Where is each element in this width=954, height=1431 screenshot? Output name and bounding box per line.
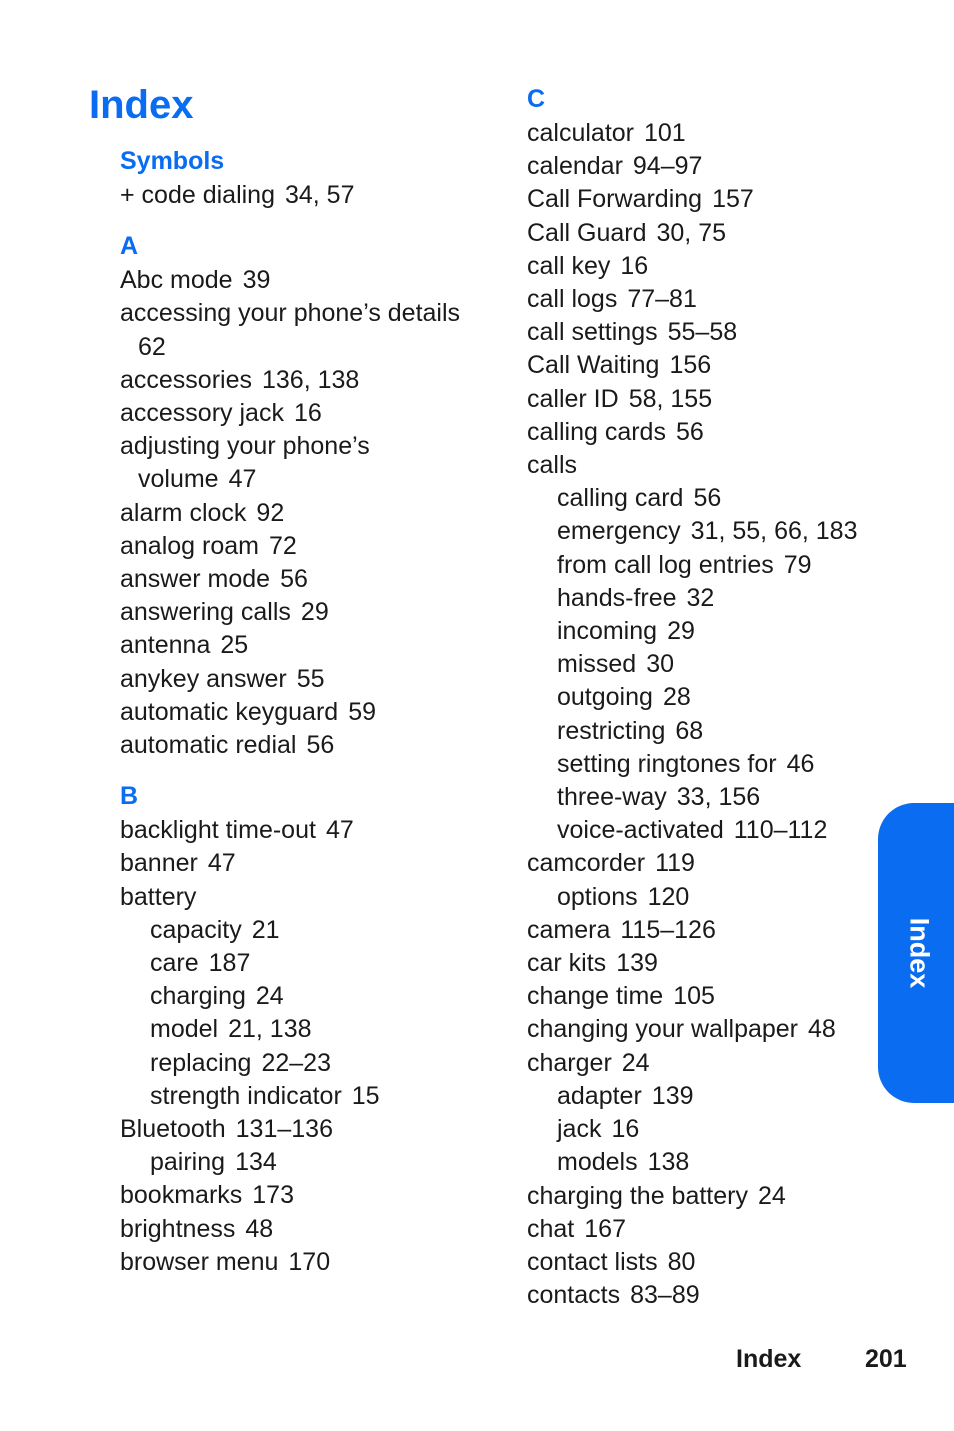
index-subentry [527,748,887,781]
index-subentry [527,482,887,515]
index-subentry [527,681,887,714]
entry-pages: 83–89 [630,1281,700,1310]
entry-term: camcorder [527,849,646,878]
entry-pages: 21 [251,915,280,944]
entry-term: antenna [120,631,211,660]
entry-pages: 47 [325,816,354,845]
index-entry [527,150,887,183]
index-entry [120,881,500,914]
index-subentry [120,1146,500,1179]
index-entry [120,563,500,596]
index-entry [120,497,500,530]
entry-term: Call Forwarding [527,185,703,214]
entry-term: hands-free [557,583,677,612]
entry-pages: 72 [268,531,297,560]
index-entry [527,1047,887,1080]
entry-pages: 21, 138 [228,1015,312,1044]
entry-pages: 77–81 [627,285,697,314]
entry-pages: 110–112 [733,816,828,845]
entry-term: answer mode [120,565,271,594]
entry-term: accessories [120,365,252,394]
entry-pages: 16 [611,1115,640,1144]
index-subentry [527,814,887,847]
entry-pages: 24 [255,982,284,1011]
page-number: 201 [865,1345,907,1373]
entry-term: missed [557,650,637,679]
entry-pages: 32 [686,583,715,612]
entry-term: models [557,1148,638,1177]
index-entry [120,530,500,563]
entry-pages: 115–126 [620,915,716,944]
index-subentry [527,648,887,681]
entry-pages: 56 [306,731,335,760]
index-entry [527,283,887,316]
entry-term: three-way [557,783,667,812]
entry-term: model [150,1015,219,1044]
entry-term: options [557,882,638,911]
entry-pages: 30, 75 [656,218,727,247]
index-entry [527,183,887,216]
entry-pages: 167 [584,1214,626,1243]
index-entry [120,847,500,880]
entry-term: answering calls [120,598,291,627]
entry-pages: 79 [783,550,812,579]
entry-pages: 16 [620,251,649,280]
entry-pages: 80 [667,1247,696,1276]
entry-pages: 55–58 [667,318,738,347]
entry-term: automatic keyguard [120,697,339,726]
index-subentry [527,715,887,748]
entry-pages: 138 [647,1148,690,1177]
footer-section-label: Index [736,1345,802,1373]
entry-pages: 15 [351,1081,380,1110]
entry-pages: 101 [644,119,686,147]
index-entry [527,349,887,382]
index-entry [527,1213,887,1246]
entry-pages: 119 [655,849,695,878]
entry-pages: 134 [235,1148,277,1177]
index-subentry [527,1080,887,1113]
index-entry [527,217,887,250]
index-entry [120,364,500,397]
index-subentry [527,781,887,814]
index-entry [120,1113,500,1146]
entry-term: calling cards [527,417,666,446]
entry-pages: 29 [300,598,329,627]
index-subentry [527,1146,887,1179]
index-subentry [527,549,887,582]
entry-term: accessory jack [120,399,284,428]
entry-pages: 29 [667,617,695,646]
entry-pages: 105 [673,982,715,1011]
entry-pages: 33, 156 [676,783,761,812]
entry-pages: 48 [245,1214,274,1243]
entry-pages: 28 [662,683,691,712]
index-entry [120,297,500,330]
index-subentry [527,881,887,914]
entry-pages: 120 [647,882,690,911]
entry-pages: 56 [675,417,704,446]
entry-term: alarm clock [120,498,247,527]
entry-term: banner [120,849,198,878]
index-subentry [527,615,887,648]
index-entry [120,814,500,847]
index-entry [527,316,887,349]
index-entry [527,980,887,1013]
entry-term: Call Waiting [527,351,660,380]
entry-term: anykey answer [120,664,287,693]
entry-term: outgoing [557,683,653,712]
section-heading: Symbols [120,147,225,175]
entry-term: battery [120,882,197,911]
index-subentry [120,914,500,947]
entry-term: Abc mode [120,266,233,295]
index-entry [120,1246,500,1279]
entry-term: from call log entries [557,550,774,579]
entry-pages: 157 [712,185,754,214]
entry-pages: 55 [296,664,325,693]
entry-pages: 139 [651,1081,694,1110]
entry-pages: 139 [616,949,658,978]
index-entry [120,397,500,430]
entry-pages: 62 [138,332,166,361]
index-subentry [120,1013,500,1046]
index-subentry [527,515,887,548]
entry-pages: 22–23 [261,1048,331,1077]
index-entry [120,729,500,762]
entry-term: brightness [120,1214,236,1243]
entry-pages: 47 [228,465,257,494]
entry-term: backlight time-out [120,816,316,845]
entry-term: voice-activated [557,816,724,845]
entry-pages: 131–136 [235,1115,333,1144]
entry-pages: 24 [757,1181,786,1210]
index-entry [527,1013,887,1046]
entry-pages: 25 [220,631,249,660]
index-entry [120,663,500,696]
entry-term: pairing [150,1148,226,1177]
entry-term: charger [527,1048,612,1077]
entry-term: changing your wallpaper [527,1015,799,1044]
index-entry [527,383,887,416]
entry-pages: 136, 138 [262,365,360,394]
entry-pages: 156 [669,351,712,380]
entry-term: jack [557,1115,602,1144]
entry-term: restricting [557,716,666,745]
index-entry [120,264,500,297]
entry-pages: 173 [252,1181,294,1210]
index-entry [527,1246,887,1279]
index-subentry [120,947,500,980]
entry-term: change time [527,982,664,1011]
index-column-left [120,144,500,1279]
entry-pages: 68 [675,716,704,745]
index-entry [120,629,500,662]
index-entry [120,430,500,463]
index-entry [527,250,887,283]
entry-term: capacity [150,915,242,944]
entry-term: emergency [557,517,681,546]
entry-pages: 48 [808,1015,836,1044]
entry-pages: 187 [208,949,251,978]
index-entry [527,1279,887,1312]
entry-term: charging the battery [527,1181,748,1210]
entry-term: call key [527,251,611,280]
entry-pages: 94–97 [632,152,703,181]
entry-term: calling card [557,484,684,513]
index-entry [120,1213,500,1246]
index-column-right [527,82,887,1312]
entry-pages: 16 [293,399,322,428]
index-subentry [527,582,887,615]
index-entry [120,696,500,729]
side-tab-label: Index [904,917,935,989]
entry-pages: 34, 57 [284,181,355,209]
entry-term: bookmarks [120,1181,243,1210]
index-entry [527,947,887,980]
entry-pages: 39 [242,266,271,295]
entry-term: chat [527,1214,575,1243]
entry-term: adjusting your phone’s [120,432,370,461]
entry-term: contacts [527,1281,621,1310]
index-entry-continuation [120,463,500,496]
entry-term: browser menu [120,1247,279,1276]
entry-term: adapter [557,1081,642,1110]
index-entry [527,449,887,482]
entry-term: calls [527,451,578,480]
entry-term: calculator [527,119,634,147]
entry-term: camera [527,915,611,944]
entry-pages: 24 [621,1048,650,1077]
entry-pages: 46 [786,749,815,778]
entry-term: caller ID [527,384,619,413]
entry-term: Call Guard [527,218,647,247]
entry-term: calendar [527,152,623,181]
entry-term: charging [150,982,246,1011]
entry-pages: 56 [280,565,308,594]
index-subentry [527,1113,887,1146]
entry-pages: 170 [288,1247,331,1276]
index-subentry [120,1047,500,1080]
index-entry [120,179,500,212]
index-subentry [120,980,500,1013]
entry-term: care [150,949,199,978]
entry-pages: 31, 55, 66, 183 [690,517,858,546]
entry-term: Bluetooth [120,1115,226,1144]
entry-pages: 47 [207,849,236,878]
index-entry [527,416,887,449]
index-entry [527,847,887,880]
section-heading: A [120,232,139,261]
index-entry [527,1180,887,1213]
entry-pages: 56 [693,484,722,513]
entry-pages: 59 [348,697,376,726]
entry-term: volume [138,465,219,494]
index-entry [120,1179,500,1212]
index-entry-continuation [120,331,500,364]
entry-term: setting ringtones for [557,749,777,778]
entry-term: call logs [527,285,618,314]
entry-term: incoming [557,617,658,646]
index-subentry [120,1080,500,1113]
entry-term: + code dialing [120,181,275,209]
entry-pages: 58, 155 [628,384,713,413]
entry-term: automatic redial [120,731,297,760]
entry-pages: 30 [646,650,674,679]
entry-term: car kits [527,949,607,978]
entry-term: accessing your phone’s details [120,299,461,328]
index-entry [527,117,887,150]
entry-pages: 92 [256,498,285,527]
section-heading: B [120,782,139,811]
index-entry [120,596,500,629]
page-title: Index [89,83,194,127]
entry-term: call settings [527,318,658,347]
entry-term: replacing [150,1048,252,1077]
index-entry [527,914,887,947]
section-heading: C [527,85,546,113]
entry-term: strength indicator [150,1081,342,1110]
entry-term: analog roam [120,531,259,560]
entry-term: contact lists [527,1247,658,1276]
